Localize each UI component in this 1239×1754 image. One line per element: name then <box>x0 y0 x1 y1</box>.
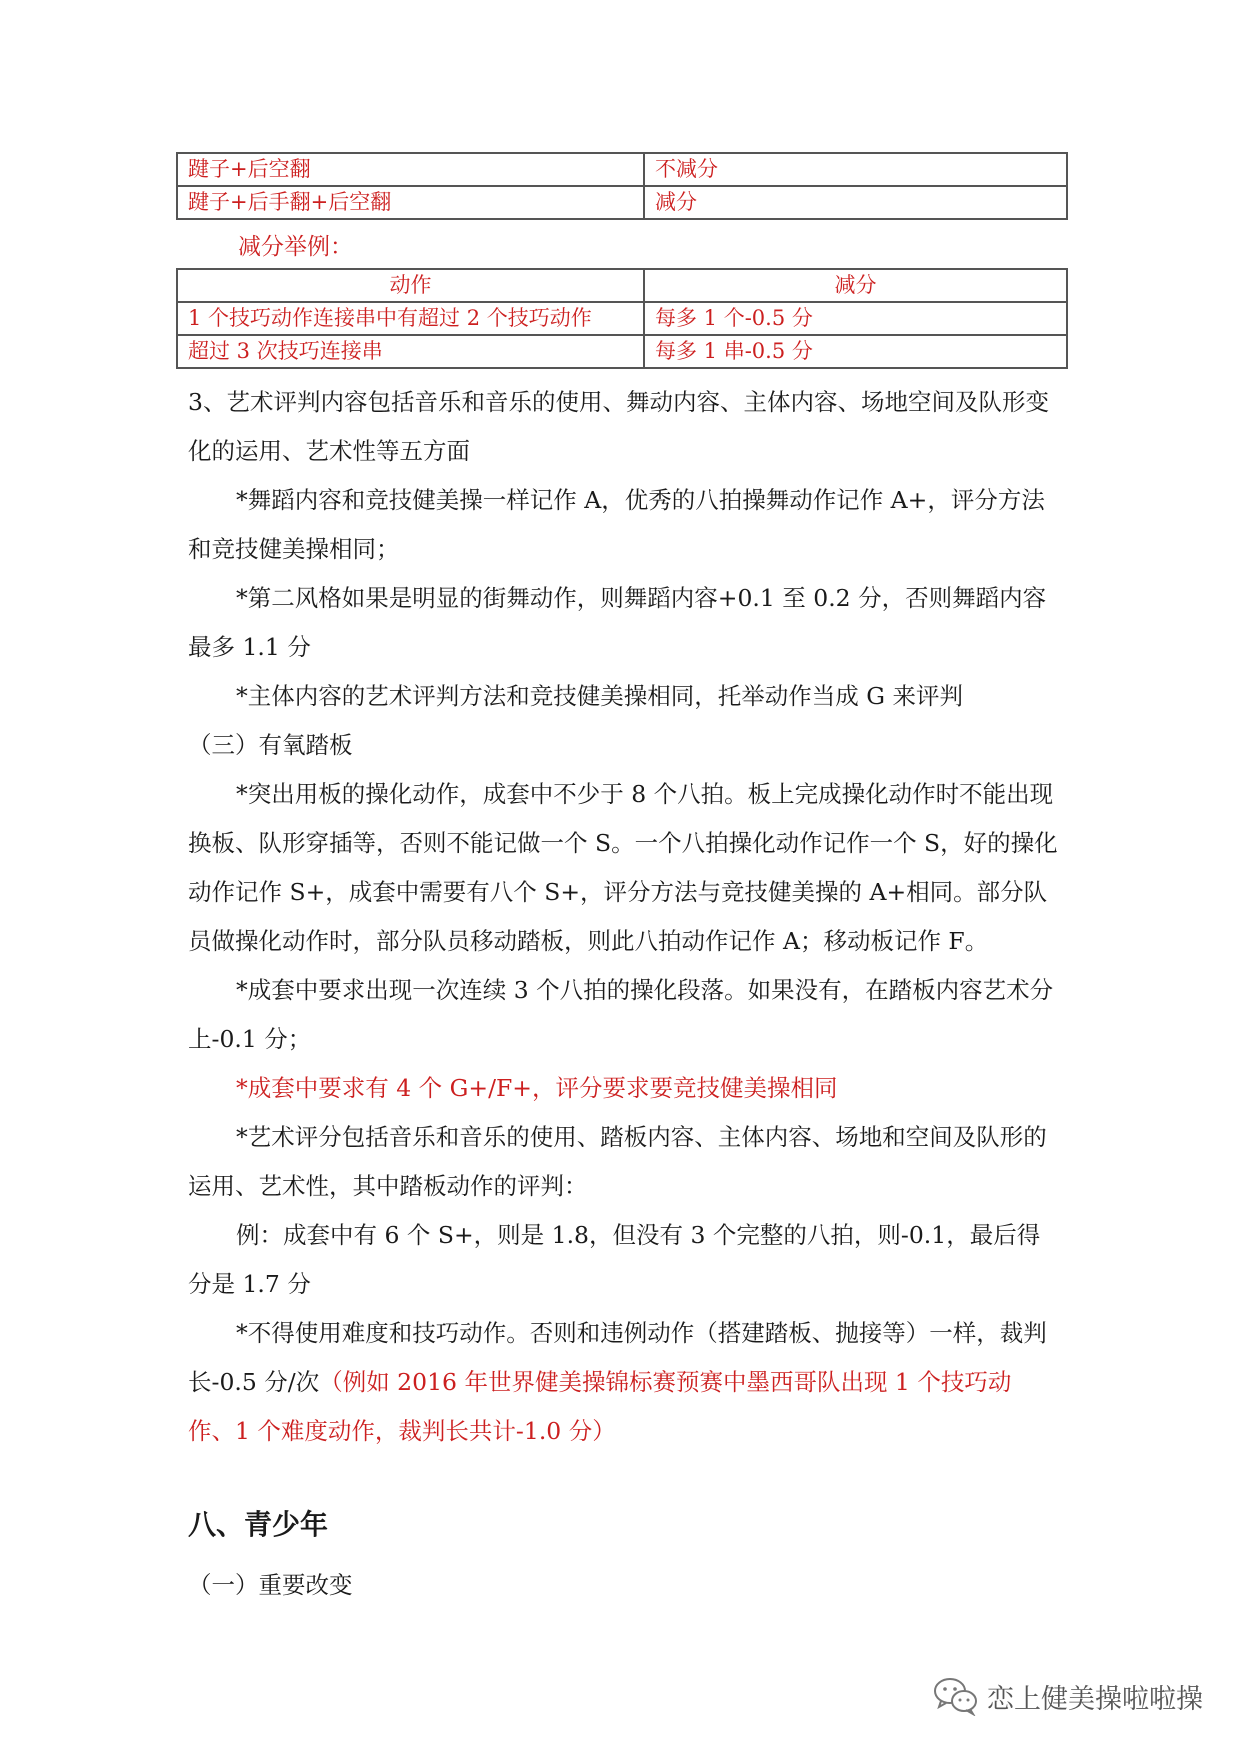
paragraph-main-content: *主体内容的艺术评判方法和竞技健美操相同，托举动作当成 G 来评判 <box>236 682 963 710</box>
table-row <box>177 335 1067 368</box>
watermark-text: 恋上健美操啦啦操 <box>987 1683 1203 1715</box>
deduction-example-label: 减分举例： <box>238 234 353 260</box>
watermark <box>933 1676 1203 1716</box>
section-heading-youth: 八、青少年 <box>188 1508 329 1541</box>
table-cell: 每多 1 个-0.5 分 <box>644 302 1067 335</box>
prohibited-moves-text: *不得使用难度和技巧动作。否则和违例动作（搭建踏板、抛接等）一样，裁判长-0.5 分/次 <box>188 1319 1047 1396</box>
table-header-cell: 动作 <box>177 269 644 302</box>
paragraph-prohibited-moves <box>188 1309 1058 1456</box>
paragraph-artistic-content: 3、艺术评判内容包括音乐和音乐的使用、舞动内容、主体内容、场地空间及队形变化的运用、艺术性等五方面 <box>188 388 1049 465</box>
wechat-icon <box>933 1676 979 1716</box>
table-row <box>177 153 1067 186</box>
table-cell: 不减分 <box>644 153 1067 186</box>
table-header-cell: 减分 <box>644 269 1067 302</box>
document-body <box>188 378 1058 1456</box>
prohibited-moves-example: （例如 2016 年世界健美操锦标赛预赛中墨西哥队出现 1 个技巧动作、1 个难度动作，裁判长共计-1.0 分） <box>188 1368 1012 1445</box>
paragraph-artistic-scoring: *艺术评分包括音乐和音乐的使用、踏板内容、主体内容、场地和空间及队形的运用、艺术性，其中踏板动作的评判： <box>188 1123 1047 1200</box>
paragraph-gf-requirement: *成套中要求有 4 个 G+/F+，评分要求要竞技健美操相同 <box>236 1074 838 1102</box>
section-title-aerobic-step: （三）有氧踏板 <box>188 731 353 759</box>
table-header-row <box>177 269 1067 302</box>
table-row <box>177 186 1067 219</box>
paragraph-example: 例：成套中有 6 个 S+，则是 1.8，但没有 3 个完整的八拍，则-0.1，最后得分是 1.7 分 <box>188 1221 1041 1298</box>
table-cell: 每多 1 串-0.5 分 <box>644 335 1067 368</box>
table-cell: 1 个技巧动作连接串中有超过 2 个技巧动作 <box>177 302 644 335</box>
table-cell: 减分 <box>644 186 1067 219</box>
paragraph-continuous-eight-beats: *成套中要求出现一次连续 3 个八拍的操化段落。如果没有，在踏板内容艺术分上-0.1 分； <box>188 976 1054 1053</box>
deduction-comparison-table <box>176 152 1068 220</box>
table-row <box>177 302 1067 335</box>
subsection-title-important-changes: （一）重要改变 <box>188 1571 353 1599</box>
table-cell: 踺子+后空翻 <box>177 153 644 186</box>
paragraph-dance-content: *舞蹈内容和竞技健美操一样记作 A，优秀的八拍操舞动作记作 A+，评分方法和竞技健美操相同； <box>188 486 1045 563</box>
paragraph-step-moves: *突出用板的操化动作，成套中不少于 8 个八拍。板上完成操化动作时不能出现换板、队形穿插等，否则不能记做一个 S。一个八拍操化动作记作一个 S，好的操化动作记作 S+，成套中需要有八个 S+，评分方法与竞技健美操的 A+相同。部分队员做操化动作时，部分队员移动踏板，则此八拍动作记作 A；移动板记作 F。 <box>188 780 1058 955</box>
table-cell: 超过 3 次技巧连接串 <box>177 335 644 368</box>
paragraph-second-style: *第二风格如果是明显的街舞动作，则舞蹈内容+0.1 至 0.2 分，否则舞蹈内容最多 1.1 分 <box>188 584 1047 661</box>
deduction-example-table <box>176 268 1068 369</box>
table-cell: 踺子+后手翻+后空翻 <box>177 186 644 219</box>
